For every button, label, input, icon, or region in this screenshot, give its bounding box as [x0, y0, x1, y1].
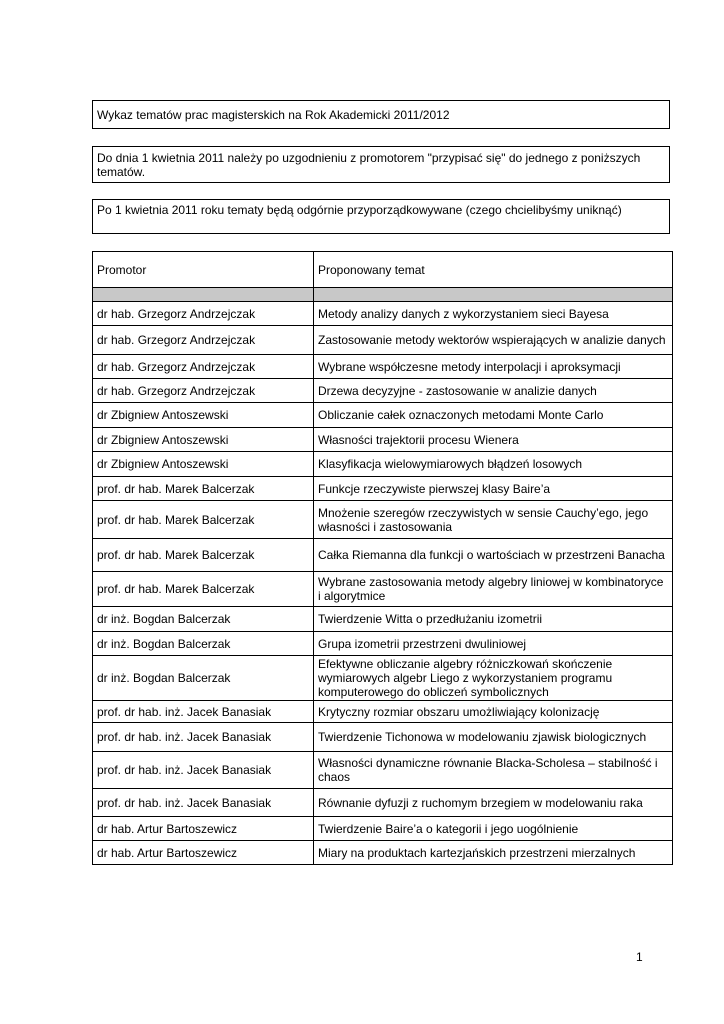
- promotor-cell: dr Zbigniew Antoszewski: [93, 403, 314, 428]
- table-row: [93, 355, 673, 379]
- table-row: [93, 752, 673, 789]
- promotor-cell: prof. dr hab. inż. Jacek Banasiak: [93, 752, 314, 789]
- promotor-cell: dr hab. Grzegorz Andrzejczak: [93, 355, 314, 379]
- table-row: [93, 789, 673, 817]
- temat-cell: Obliczanie całek oznaczonych metodami Monte Carlo: [314, 403, 673, 428]
- promotor-cell: prof. dr hab. Marek Balcerzak: [93, 477, 314, 501]
- notice-deadline: Do dnia 1 kwietnia 2011 należy po uzgodnieniu z promotorem "przypisać się" do jednego z poniższych tematów.: [92, 146, 670, 183]
- table-row: [93, 817, 673, 841]
- promotor-cell: prof. dr hab. Marek Balcerzak: [93, 501, 314, 539]
- promotor-cell: dr hab. Grzegorz Andrzejczak: [93, 379, 314, 403]
- temat-cell: Efektywne obliczanie algebry różniczkowań skończenie wymiarowych algebr Liego z wykorzystaniem programu komputerowego do obliczeń symbolicznych: [314, 656, 673, 701]
- table-row: [93, 539, 673, 572]
- temat-cell: Klasyfikacja wielowymiarowych błądzeń losowych: [314, 452, 673, 477]
- promotor-cell: dr Zbigniew Antoszewski: [93, 452, 314, 477]
- temat-cell: Drzewa decyzyjne - zastosowanie w analizie danych: [314, 379, 673, 403]
- temat-cell: Zastosowanie metody wektorów wspierających w analizie danych: [314, 326, 673, 355]
- temat-cell: Równanie dyfuzji z ruchomym brzegiem w modelowaniu raka: [314, 789, 673, 817]
- table-header-row: [93, 252, 673, 288]
- topics-table: [92, 251, 673, 865]
- table-row: [93, 452, 673, 477]
- table-row: [93, 302, 673, 326]
- notice-after-deadline: Po 1 kwietnia 2011 roku tematy będą odgórnie przyporządkowywane (czego chcielibyśmy uniknąć): [92, 199, 670, 234]
- table-row: [93, 501, 673, 539]
- temat-cell: Miary na produktach kartezjańskich przestrzeni mierzalnych: [314, 841, 673, 865]
- promotor-cell: dr hab. Artur Bartoszewicz: [93, 817, 314, 841]
- promotor-cell: dr Zbigniew Antoszewski: [93, 428, 314, 452]
- promotor-cell: dr hab. Grzegorz Andrzejczak: [93, 326, 314, 355]
- table-row: [93, 723, 673, 752]
- temat-cell: Twierdzenie Baire’a o kategorii i jego uogólnienie: [314, 817, 673, 841]
- header-separator-row: [93, 288, 673, 302]
- table-row: [93, 326, 673, 355]
- table-row: [93, 379, 673, 403]
- promotor-cell: prof. dr hab. inż. Jacek Banasiak: [93, 723, 314, 752]
- table-row: [93, 701, 673, 723]
- temat-cell: Krytyczny rozmiar obszaru umożliwiający kolonizację: [314, 701, 673, 723]
- promotor-cell: prof. dr hab. Marek Balcerzak: [93, 572, 314, 607]
- table-row: [93, 632, 673, 656]
- promotor-cell: dr inż. Bogdan Balcerzak: [93, 632, 314, 656]
- table-row: [93, 477, 673, 501]
- temat-cell: Twierdzenie Witta o przedłużaniu izometrii: [314, 607, 673, 632]
- promotor-cell: prof. dr hab. inż. Jacek Banasiak: [93, 789, 314, 817]
- table-row: [93, 841, 673, 865]
- promotor-cell: prof. dr hab. Marek Balcerzak: [93, 539, 314, 572]
- table-row: [93, 607, 673, 632]
- promotor-cell: dr hab. Grzegorz Andrzejczak: [93, 302, 314, 326]
- temat-cell: Własności trajektorii procesu Wienera: [314, 428, 673, 452]
- header-promotor: Promotor: [93, 252, 314, 288]
- promotor-cell: dr inż. Bogdan Balcerzak: [93, 607, 314, 632]
- table-row: [93, 656, 673, 701]
- table-row: [93, 403, 673, 428]
- header-temat: Proponowany temat: [314, 252, 673, 288]
- separator-cell: [93, 288, 314, 302]
- temat-cell: Funkcje rzeczywiste pierwszej klasy Baire’a: [314, 477, 673, 501]
- promotor-cell: dr hab. Artur Bartoszewicz: [93, 841, 314, 865]
- document-title: Wykaz tematów prac magisterskich na Rok Akademicki 2011/2012: [92, 100, 670, 129]
- table-row: [93, 428, 673, 452]
- promotor-cell: dr inż. Bogdan Balcerzak: [93, 656, 314, 701]
- temat-cell: Twierdzenie Tichonowa w modelowaniu zjawisk biologicznych: [314, 723, 673, 752]
- page-number: 1: [636, 950, 643, 964]
- temat-cell: Wybrane współczesne metody interpolacji i aproksymacji: [314, 355, 673, 379]
- promotor-cell: prof. dr hab. inż. Jacek Banasiak: [93, 701, 314, 723]
- separator-cell: [314, 288, 673, 302]
- temat-cell: Grupa izometrii przestrzeni dwuliniowej: [314, 632, 673, 656]
- temat-cell: Własności dynamiczne równanie Blacka-Scholesa – stabilność i chaos: [314, 752, 673, 789]
- temat-cell: Wybrane zastosowania metody algebry liniowej w kombinatoryce i algorytmice: [314, 572, 673, 607]
- temat-cell: Metody analizy danych z wykorzystaniem sieci Bayesa: [314, 302, 673, 326]
- table-row: [93, 572, 673, 607]
- temat-cell: Mnożenie szeregów rzeczywistych w sensie Cauchy’ego, jego własności i zastosowania: [314, 501, 673, 539]
- temat-cell: Całka Riemanna dla funkcji o wartościach w przestrzeni Banacha: [314, 539, 673, 572]
